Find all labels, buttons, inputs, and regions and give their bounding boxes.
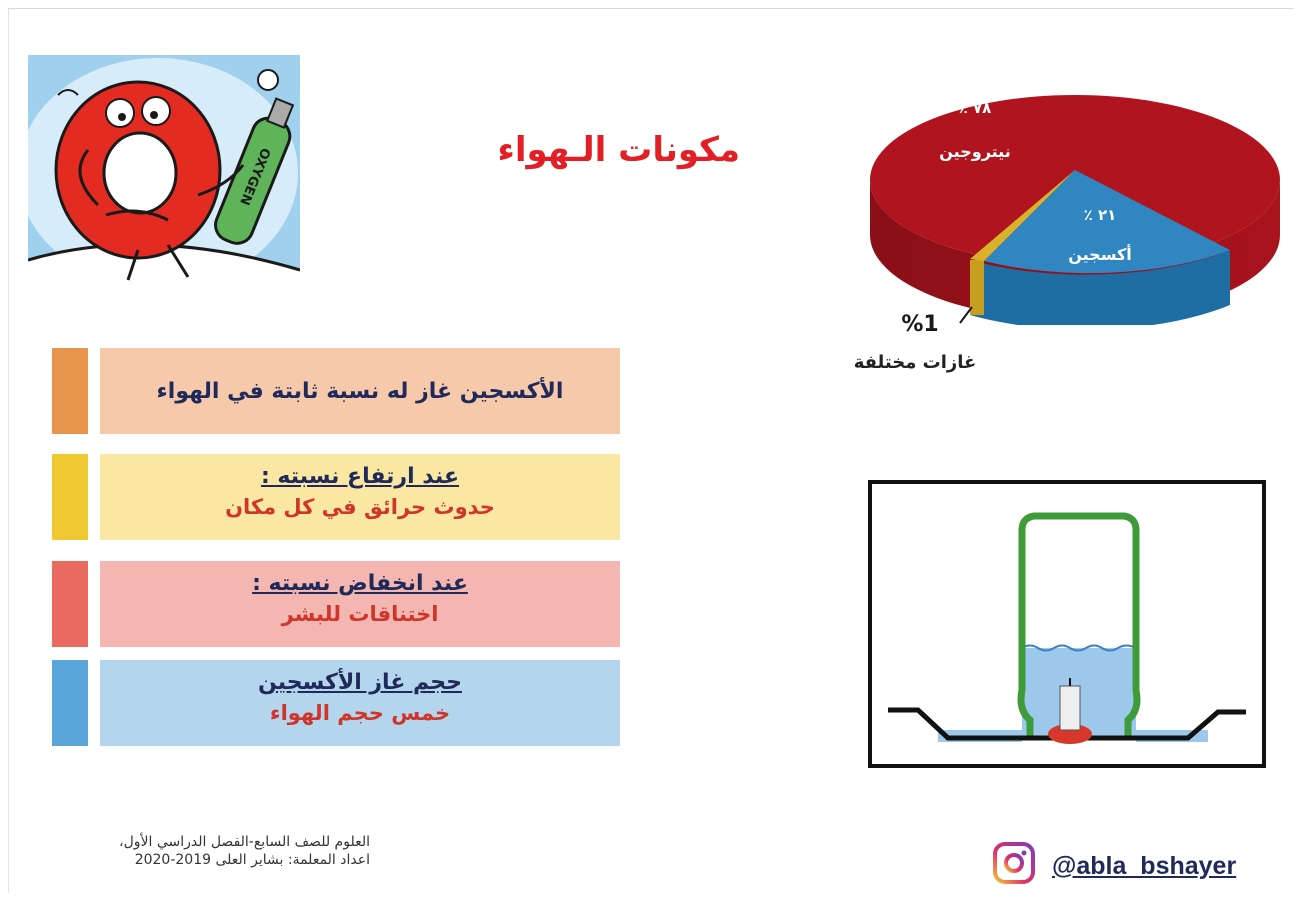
card-accent-bar: [52, 561, 88, 647]
card-accent-bar: [52, 454, 88, 540]
card-text: الأكسجين غاز له نسبة ثابتة في الهواء: [156, 378, 564, 404]
pie-percent-nitrogen: ٧٨ ٪: [958, 99, 992, 117]
social-handle-link[interactable]: @abla_bshayer: [1052, 852, 1237, 880]
footer-line-1: العلوم للصف السابع-الفصل الدراسي الأول،: [119, 834, 370, 850]
footer-credits: [90, 833, 370, 869]
pie-label-nitrogen: نيتروجين: [939, 142, 1011, 161]
oxygen-cartoon-illustration: [28, 55, 300, 290]
pie-label-other: غازات مختلفة: [853, 352, 977, 373]
info-card: [100, 454, 620, 540]
card-subtext: اختناقات للبشر: [281, 602, 439, 626]
pie-percent-other: %1: [901, 312, 939, 337]
pie-percent-oxygen: ٢١ ٪: [1083, 206, 1117, 224]
info-card: [100, 561, 620, 647]
info-card: [100, 348, 620, 434]
card-heading: حجم غاز الأكسجين: [258, 670, 462, 695]
pie-side-other: [970, 260, 984, 315]
card-heading: عند ارتفاع نسبته :: [260, 464, 460, 489]
pie-label-oxygen: أكسجين: [1068, 245, 1132, 264]
card-subtext: خمس حجم الهواء: [269, 701, 451, 725]
instagram-icon[interactable]: [993, 842, 1035, 884]
page-title: مكونات الـهواء: [497, 130, 740, 170]
tank-label: OXYGEN: [236, 145, 273, 208]
candle-jar-experiment-illustration: [868, 480, 1266, 768]
card-accent-bar: [52, 660, 88, 746]
info-card: [100, 660, 620, 746]
card-subtext: حدوث حرائق في كل مكان: [225, 495, 495, 519]
card-accent-bar: [52, 348, 88, 434]
card-heading: عند انخفاض نسبته :: [252, 571, 468, 596]
footer-line-2: اعداد المعلمة: بشاير العلى 2019-2020: [134, 852, 370, 868]
air-composition-pie-chart: [860, 75, 1290, 325]
